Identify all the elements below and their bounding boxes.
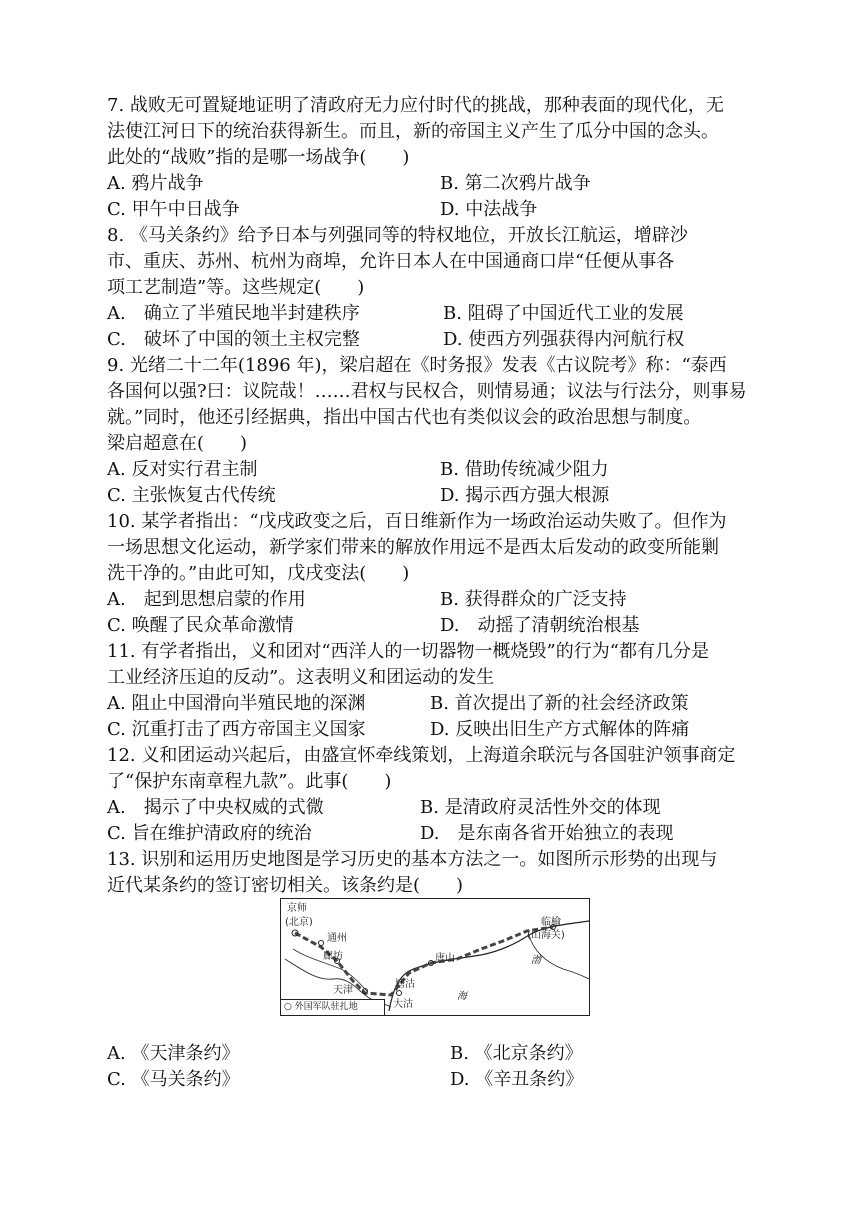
q9-line-2: 各国何以强?曰：议院哉！……君权与民权合，则情易通；议法与行法分，则事易 <box>107 381 747 402</box>
q11-option-a[interactable]: A. 阻止中国滑向半殖民地的深渊 <box>107 693 366 714</box>
q9-option-b[interactable]: B. 借助传统减少阻力 <box>440 459 609 480</box>
label-dagu: 大沽 <box>393 999 413 1010</box>
q10-option-a[interactable]: A. 起到思想启蒙的作用 <box>107 589 306 610</box>
q8-line-2: 市、重庆、苏州、杭州为商埠，允许日本人在中国通商口岸“任便从事各 <box>107 251 675 272</box>
q10-line-2: 一场思想文化运动，新学家们带来的解放作用远不是西太后发动的政变所能剿 <box>107 537 719 558</box>
label-tongzhou: 通州 <box>327 933 347 944</box>
q12-line-2: 了“保护东南章程九款”。此事( ) <box>107 771 392 792</box>
label-capital: 京师 <box>287 903 307 914</box>
q10-option-d[interactable]: D. 动摇了清朝统治根基 <box>440 615 640 636</box>
historical-map <box>280 898 590 1016</box>
q9-option-a[interactable]: A. 反对实行君主制 <box>107 459 258 480</box>
label-tianjin: 天津 <box>333 985 353 996</box>
q10-line-1: 10. 某学者指出：“戊戌政变之后，百日维新作为一场政治运动失败了。但作为 <box>107 511 727 532</box>
q7-option-a[interactable]: A. 鸦片战争 <box>107 173 204 194</box>
q13-option-c[interactable]: C. 《马关条约》 <box>107 1069 240 1090</box>
q13-line-2: 近代某条约的签订密切相关。该条约是( ) <box>107 875 464 896</box>
q12-option-a[interactable]: A. 揭示了中央权威的式微 <box>107 797 324 818</box>
q13-option-a[interactable]: A. 《天津条约》 <box>107 1043 240 1064</box>
marker-tongzhou <box>319 941 324 946</box>
q8-option-b[interactable]: B. 阻碍了中国近代工业的发展 <box>443 303 684 324</box>
q10-option-b[interactable]: B. 获得群众的广泛支持 <box>440 589 627 610</box>
label-hai: 海 <box>457 991 467 1002</box>
q7-line-3: 此处的“战败”指的是哪一场战争( ) <box>107 147 410 168</box>
q8-option-a[interactable]: A. 确立了半殖民地半封建秩序 <box>107 303 360 324</box>
label-tanggu: 塘沽 <box>395 979 415 990</box>
q10-option-c[interactable]: C. 唤醒了民众革命激情 <box>107 615 294 636</box>
q8-option-d[interactable]: D. 使西方列强获得内河航行权 <box>443 329 685 350</box>
map-legend: ○ 外国军队驻扎地 <box>281 999 385 1015</box>
q11-line-1: 11. 有学者指出，义和团对“西洋人的一切器物一概烧毁”的行为“都有几分是 <box>107 641 709 662</box>
q13-option-b[interactable]: B. 《北京条约》 <box>450 1043 583 1064</box>
q9-line-1: 9. 光绪二十二年(1896 年)，梁启超在《时务报》发表《古议院考》称：“泰西 <box>107 355 727 376</box>
q7-option-b[interactable]: B. 第二次鸦片战争 <box>440 173 591 194</box>
q10-line-3: 洗干净的。”由此可知，戊戌变法( ) <box>107 563 410 584</box>
q7-option-c[interactable]: C. 甲午中日战争 <box>107 199 240 220</box>
q11-option-d[interactable]: D. 反映出旧生产方式解体的阵痛 <box>430 719 690 740</box>
q12-option-d[interactable]: D. 是东南各省开始独立的表现 <box>420 823 674 844</box>
q9-option-c[interactable]: C. 主张恢复古代传统 <box>107 485 276 506</box>
q7-option-d[interactable]: D. 中法战争 <box>440 199 538 220</box>
q12-option-c[interactable]: C. 旨在维护清政府的统治 <box>107 823 312 844</box>
q8-option-c[interactable]: C. 破坏了中国的领土主权完整 <box>107 329 360 350</box>
q9-option-d[interactable]: D. 揭示西方强大根源 <box>440 485 610 506</box>
q12-line-1: 12. 义和团运动兴起后，由盛宣怀牵线策划，上海道余联沅与各国驻沪领事商定 <box>107 745 736 766</box>
label-tangshan: 唐山 <box>435 953 455 964</box>
q9-line-3: 就。”同时，他还引经据典，指出中国古代也有类似议会的政治思想与制度。 <box>107 407 702 428</box>
label-langfang: 廊坊 <box>323 951 343 962</box>
q9-line-4: 梁启超意在( ) <box>107 433 248 454</box>
label-shanhaiguan: (山海关) <box>527 930 565 941</box>
q13-option-d[interactable]: D. 《辛丑条约》 <box>450 1069 584 1090</box>
label-linyu: 临榆 <box>541 917 561 928</box>
marker-tanggu <box>397 991 402 996</box>
q8-line-1: 8. 《马关条约》给予日本与列强同等的特权地位，开放长江航运，增辟沙 <box>107 225 688 246</box>
q8-line-3: 项工艺制造”等。这些规定( ) <box>107 277 365 298</box>
label-bo: 渤 <box>531 955 541 966</box>
q11-line-2: 工业经济压迫的反动”。这表明义和团运动的发生 <box>107 667 495 688</box>
q12-option-b[interactable]: B. 是清政府灵活性外交的体现 <box>420 797 661 818</box>
q11-option-b[interactable]: B. 首次提出了新的社会经济政策 <box>430 693 689 714</box>
q13-line-1: 13. 识别和运用历史地图是学习历史的基本方法之一。如图所示形势的出现与 <box>107 849 718 870</box>
q7-line-1: 7. 战败无可置疑地证明了清政府无力应付时代的挑战，那种表面的现代化，无 <box>107 95 724 116</box>
label-beijing: (北京) <box>285 917 313 928</box>
q7-line-2: 法使江河日下的统治获得新生。而且，新的帝国主义产生了瓜分中国的念头。 <box>107 121 719 142</box>
q11-option-c[interactable]: C. 沉重打击了西方帝国主义国家 <box>107 719 366 740</box>
